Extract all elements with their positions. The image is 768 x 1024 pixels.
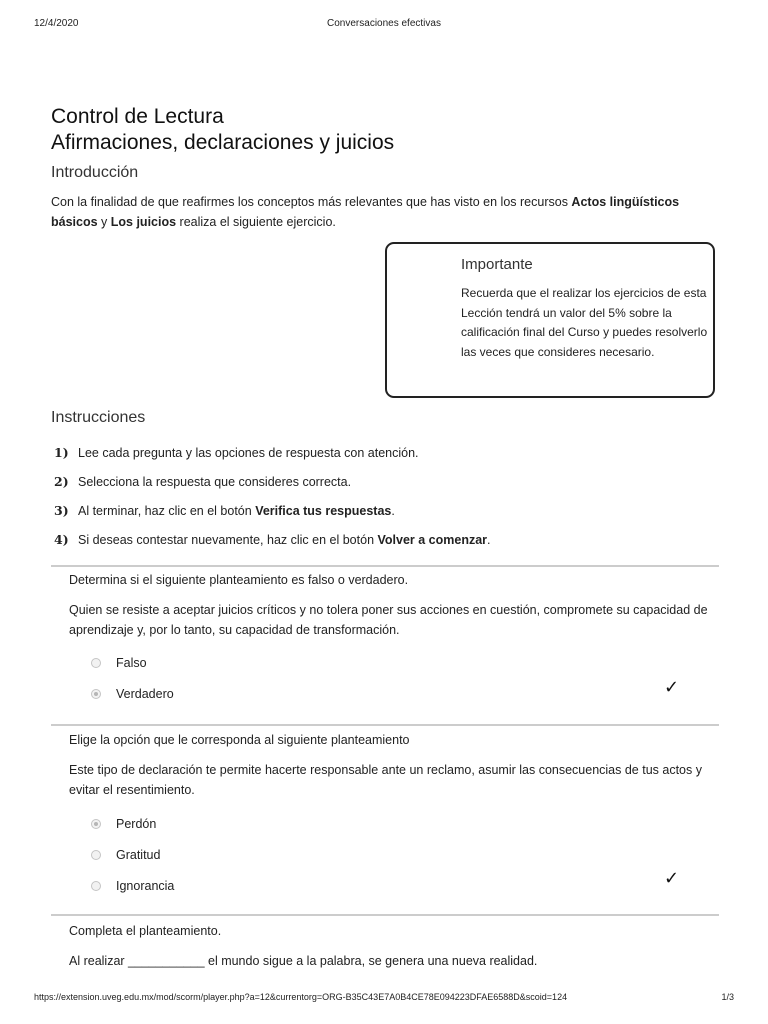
restart-label: Volver a comenzar: [377, 533, 488, 547]
option-label: Ignorancia: [116, 879, 175, 893]
important-notice-box: [385, 242, 715, 398]
option-label: Falso: [116, 656, 147, 670]
instruction-text-end: .: [391, 504, 395, 518]
correct-check-icon: ✓: [664, 868, 680, 889]
instruction-text: [78, 531, 491, 549]
question-divider: [51, 724, 719, 726]
page-indicator: 1/3: [721, 992, 734, 1002]
intro-text-middle: y: [97, 214, 111, 229]
page-title-line1: Control de Lectura: [51, 105, 224, 128]
instruction-text-start: Selecciona la respuesta que consideres correcta.: [78, 475, 352, 489]
instruction-text-start: Al terminar, haz clic en el botón: [78, 504, 256, 518]
question-prompt: Determina si el siguiente planteamiento es falso o verdadero.: [69, 573, 409, 587]
verify-answers-label: Verifica tus respuestas: [255, 504, 392, 518]
notice-heading: Importante: [461, 256, 533, 273]
intro-resource-2: Los juicios: [110, 214, 177, 229]
option-label: Perdón: [116, 817, 157, 831]
intro-text-end: realiza el siguiente ejercicio.: [176, 214, 336, 229]
print-document-title: Conversaciones efectivas: [327, 18, 441, 29]
question-divider: [51, 565, 719, 567]
instruction-text: [78, 473, 351, 491]
radio-button[interactable]: [91, 850, 101, 860]
radio-button-selected[interactable]: [91, 689, 101, 699]
print-header: [0, 18, 768, 34]
instruction-item: [51, 444, 719, 473]
intro-text: [51, 193, 719, 232]
question-divider: [51, 914, 719, 916]
question-statement: Al realizar ___________ el mundo sigue a la palabra, se genera una nueva realidad.: [69, 954, 538, 968]
instruction-text-start: Lee cada pregunta y las opciones de respuesta con atención.: [78, 446, 419, 460]
correct-check-icon: ✓: [664, 677, 680, 698]
page-title: [51, 104, 394, 156]
instruction-number: 4): [54, 532, 69, 547]
instruction-number: 2): [54, 474, 69, 489]
instruction-text-start: Si deseas contestar nuevamente, haz clic en el botón: [78, 533, 378, 547]
page-title-line2: Afirmaciones, declaraciones y juicios: [51, 131, 395, 154]
question-prompt: Completa el planteamiento.: [69, 924, 222, 938]
radio-button-selected[interactable]: [91, 819, 101, 829]
instruction-text-end: .: [487, 533, 491, 547]
print-url: https://extension.uveg.edu.mx/mod/scorm/player.php?a=12&currentorg=ORG-B35C43E7A0B4CE78E094223DFAE6588D&scoid=124: [34, 992, 568, 1002]
option-label: Gratitud: [116, 848, 161, 862]
intro-heading: Introducción: [51, 164, 139, 181]
print-date: 12/4/2020: [34, 18, 79, 29]
instruction-item: [51, 473, 719, 502]
intro-resource-1: Actos lingüísticos básicos: [51, 195, 680, 229]
instruction-text: [78, 502, 395, 520]
print-footer: [0, 992, 768, 1006]
notice-text: Recuerda que el realizar los ejercicios de esta Lección tendrá un valor del 5% sobre la calificación final del Curso y puedes resolverlo las veces que consideres necesario.: [461, 286, 708, 359]
instructions-list: [51, 444, 719, 560]
instruction-item: [51, 502, 719, 531]
question-statement: Quien se resiste a aceptar juicios críticos y no tolera poner sus acciones en cuestión, compromete su capacidad de aprendizaje y, por lo tanto, su capacidad de transformación.: [69, 603, 708, 637]
instruction-number: 3): [54, 503, 69, 518]
radio-button[interactable]: [91, 881, 101, 891]
question-prompt: Elige la opción que le corresponda al siguiente planteamiento: [69, 733, 410, 747]
instruction-text: [78, 444, 419, 462]
instructions-heading: Instrucciones: [51, 409, 146, 426]
instruction-number: 1): [54, 445, 69, 460]
option-label: Verdadero: [116, 687, 174, 701]
question-statement: Este tipo de declaración te permite hacerte responsable ante un reclamo, asumir las consecuencias de tus actos y evitar el resentimiento.: [69, 763, 702, 797]
radio-button[interactable]: [91, 658, 101, 668]
intro-text-start: Con la finalidad de que reafirmes los conceptos más relevantes que has visto en los recursos: [51, 195, 572, 209]
instruction-item: [51, 531, 719, 560]
